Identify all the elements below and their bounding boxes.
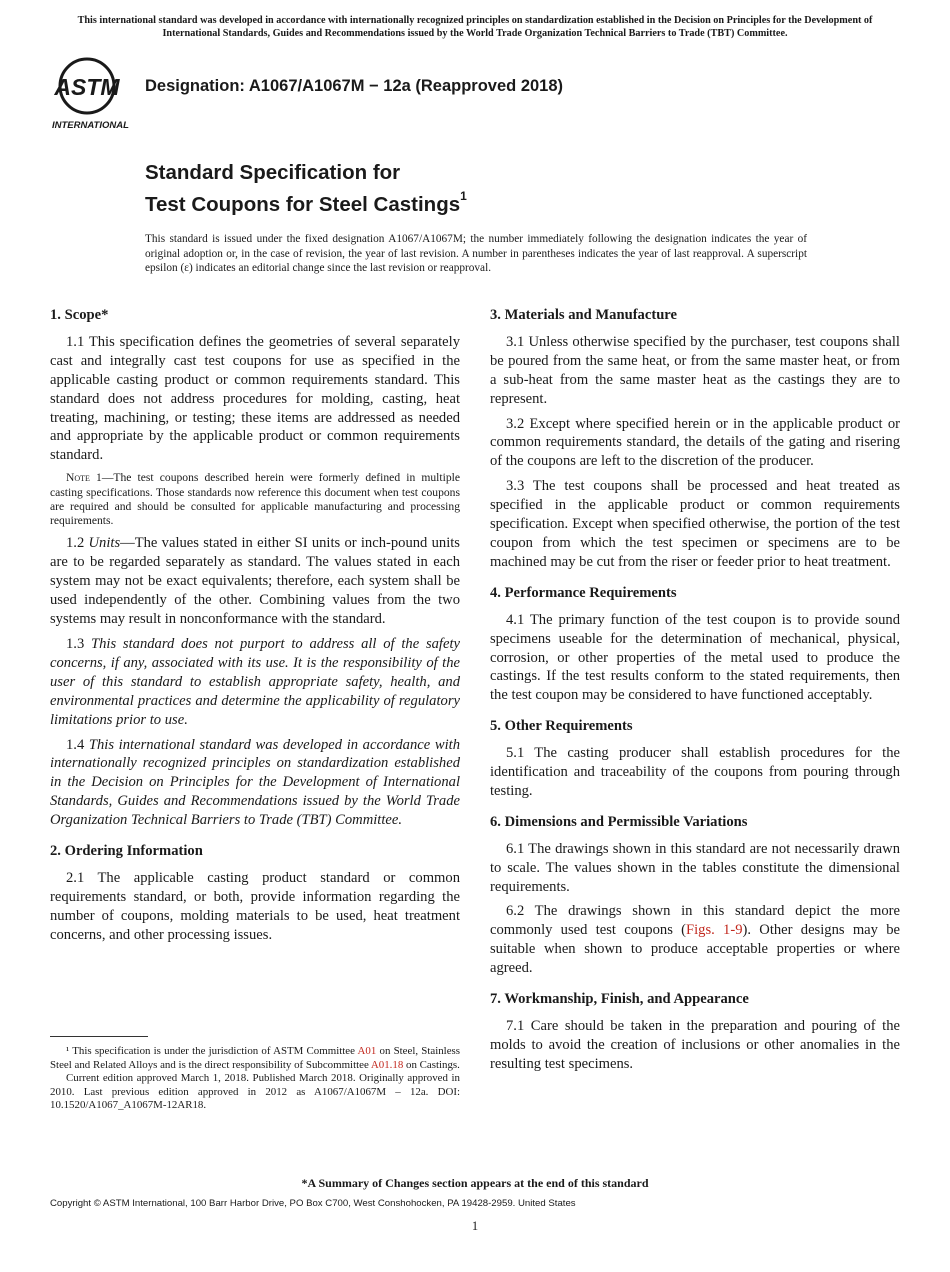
footnotes xyxy=(50,1045,460,1113)
title-footnote-mark: 1 xyxy=(460,189,467,203)
section-heading: 7. Workmanship, Finish, and Appearance xyxy=(490,991,749,1008)
paragraph-6-2: 6.2 The drawings shown in this standard depict the more commonly used test coupons (Figs. 1-9). Other designs may be suitable when shown to produce acceptable properties or where agreed. xyxy=(490,903,900,977)
footnote-divider xyxy=(50,1036,148,1037)
logo-letters: ASTM xyxy=(54,74,120,100)
figs-link[interactable]: Figs. 1-9 xyxy=(686,922,743,939)
title-line-1: Standard Specification for xyxy=(145,161,401,184)
section-heading: 2. Ordering Information xyxy=(50,843,203,860)
paragraph-7-1: 7.1 Care should be taken in the preparation and pouring of the molds to avoid the creation of inclusions or other anomalies in the resulting test specimens. xyxy=(490,1018,900,1072)
paragraph-6-1: 6.1 The drawings shown in this standard are not necessarily drawn to scale. The values shown in the tables constitute the dimensional requirements. xyxy=(490,840,900,895)
paragraph-1-4: 1.4 This international standard was developed in accordance with internationally recognized principles on standardization established in the Decision on Principles for the Development of International Standards, Guides and Recommendations issued by the World Trade Organization Technical Barriers to Trade (TBT) Committee. xyxy=(50,736,461,829)
right-column xyxy=(490,306,900,1086)
paragraph-1-1: 1.1 This specification defines the geometries of several separately cast and integrally cast test coupons for use as specified in the applicable casting product or common requirements standard. This standard does not address procedures for molding, casting, heat treating, machining, or testing; these items are addressed as needed and appropriate by the applicable product or common requirements standard. xyxy=(50,333,460,464)
note-1: Note 1—The test coupons described herein were formerly defined in multiple casting specifications. Those standards now reference this document when test coupons are required and should be consulted for applicable manufacturing and processing requirements. xyxy=(50,471,460,528)
committee-link[interactable]: A01 xyxy=(357,1045,377,1057)
section-other xyxy=(490,717,900,801)
paragraph-3-1: 3.1 Unless otherwise specified by the purchaser, test coupons shall be poured from the same heat, or from the same master heat, or from a sub-heat from the same master heat as the castings they are to represent. xyxy=(490,333,900,407)
title-line-2: Test Coupons for Steel Castings$^1$ xyxy=(145,189,467,216)
astm-logo-icon xyxy=(50,56,136,132)
logo-subtitle: INTERNATIONAL xyxy=(52,120,129,131)
footnote-edition: Current edition approved March 1, 2018. Published March 2018. Originally approved in 2010. Last previous edition approved in 2012 as A1067/A1067M – 12a. DOI: 10.1520/A1067_A1067M-12AR18. xyxy=(50,1072,460,1111)
footnote-1: ¹ This specification is under the jurisdiction of ASTM Committee A01 on Steel, Stainless Steel and Related Alloys and is the direct responsibility of Subcommittee A01.18 on Castings. xyxy=(50,1045,460,1071)
section-performance xyxy=(490,584,900,705)
page-number: 1 xyxy=(471,1219,479,1233)
section-dimensions xyxy=(490,813,900,978)
section-heading: 4. Performance Requirements xyxy=(490,584,677,601)
section-materials xyxy=(490,306,900,572)
subcommittee-link[interactable]: A01.18 xyxy=(370,1058,404,1071)
summary-of-changes-note: *A Summary of Changes section appears at the end of this standard xyxy=(301,1176,649,1190)
section-heading: 6. Dimensions and Permissible Variations xyxy=(490,813,748,830)
section-workmanship xyxy=(490,990,900,1074)
section-heading: 5. Other Requirements xyxy=(490,718,633,735)
document-title xyxy=(145,160,467,218)
paragraph-1-2: 1.2 Units—The values stated in either SI units or inch-pound units are to be regarded separately as standard. The values stated in each system may not be exact equivalents; therefore, each system shall be used independently of the other. Combining values from the two systems may result in nonconformance with the standard. xyxy=(50,535,460,628)
paragraph-4-1: 4.1 The primary function of the test coupon is to provide sound specimens useable for the determination of mechanical, physical, corrosion, or other properties of the metal used to produce the castings. If the test results conform to the stated requirements, then the test coupon may be considered to have functioned acceptably. xyxy=(490,611,900,704)
section-heading: 3. Materials and Manufacture xyxy=(490,307,677,323)
paragraph-1-3: 1.3 This standard does not purport to address all of the safety concerns, if any, associated with its use. It is the responsibility of the user of this standard to establish appropriate safety, health, and environmental practices and determine the applicability of regulatory limitations prior to use. xyxy=(50,635,460,728)
section-ordering xyxy=(50,842,460,945)
copyright: Copyright © ASTM International, 100 Barr Harbor Drive, PO Box C700, West Conshohocken, PA 19428-2959. United States xyxy=(50,1198,576,1209)
wto-notice: This international standard was developed in accordance with internationally recognized principles on standardization established in the Decision on Principles for the Development of International Standards, Guides and Recommendations issued by the World Trade Organization Technical Barriers to Trade (TBT) Committee. xyxy=(77,15,873,39)
paragraph-2-1: 2.1 The applicable casting product standard or common requirements standard, or both, provide information regarding the number of coupons, molding materials to be used, heat treatment concerns, and other processing issues. xyxy=(50,869,460,943)
paragraph-3-3: 3.3 The test coupons shall be processed and heat treated as specified in the applicable product or common requirements specification. Except when specified otherwise, the portion of the test coupon from which the test specimen or specimens are to be machined may be cut from the riser or feeder prior to heat treatment. xyxy=(490,478,900,570)
designation: Designation: A1067/A1067M − 12a (Reapproved 2018) xyxy=(145,77,564,95)
section-heading: 1. Scope* xyxy=(50,307,109,323)
section-scope xyxy=(50,306,460,830)
paragraph-5-1: 5.1 The casting producer shall establish procedures for the identification and traceability of the coupons from pouring through testing. xyxy=(490,745,900,799)
issued-note: This standard is issued under the fixed designation A1067/A1067M; the number immediately following the designation indicates the year of original adoption or, in the case of revision, the year of last revision. A number in parentheses indicates the year of last reapproval. A superscript epsilon (ε) indicates an editorial change since the last revision or reapproval. xyxy=(145,233,807,274)
left-column xyxy=(50,306,460,957)
paragraph-3-2: 3.2 Except where specified herein or in the applicable product or common requirements standard, the details of the gating and risering of the coupons are left to the discretion of the producer. xyxy=(490,415,900,470)
